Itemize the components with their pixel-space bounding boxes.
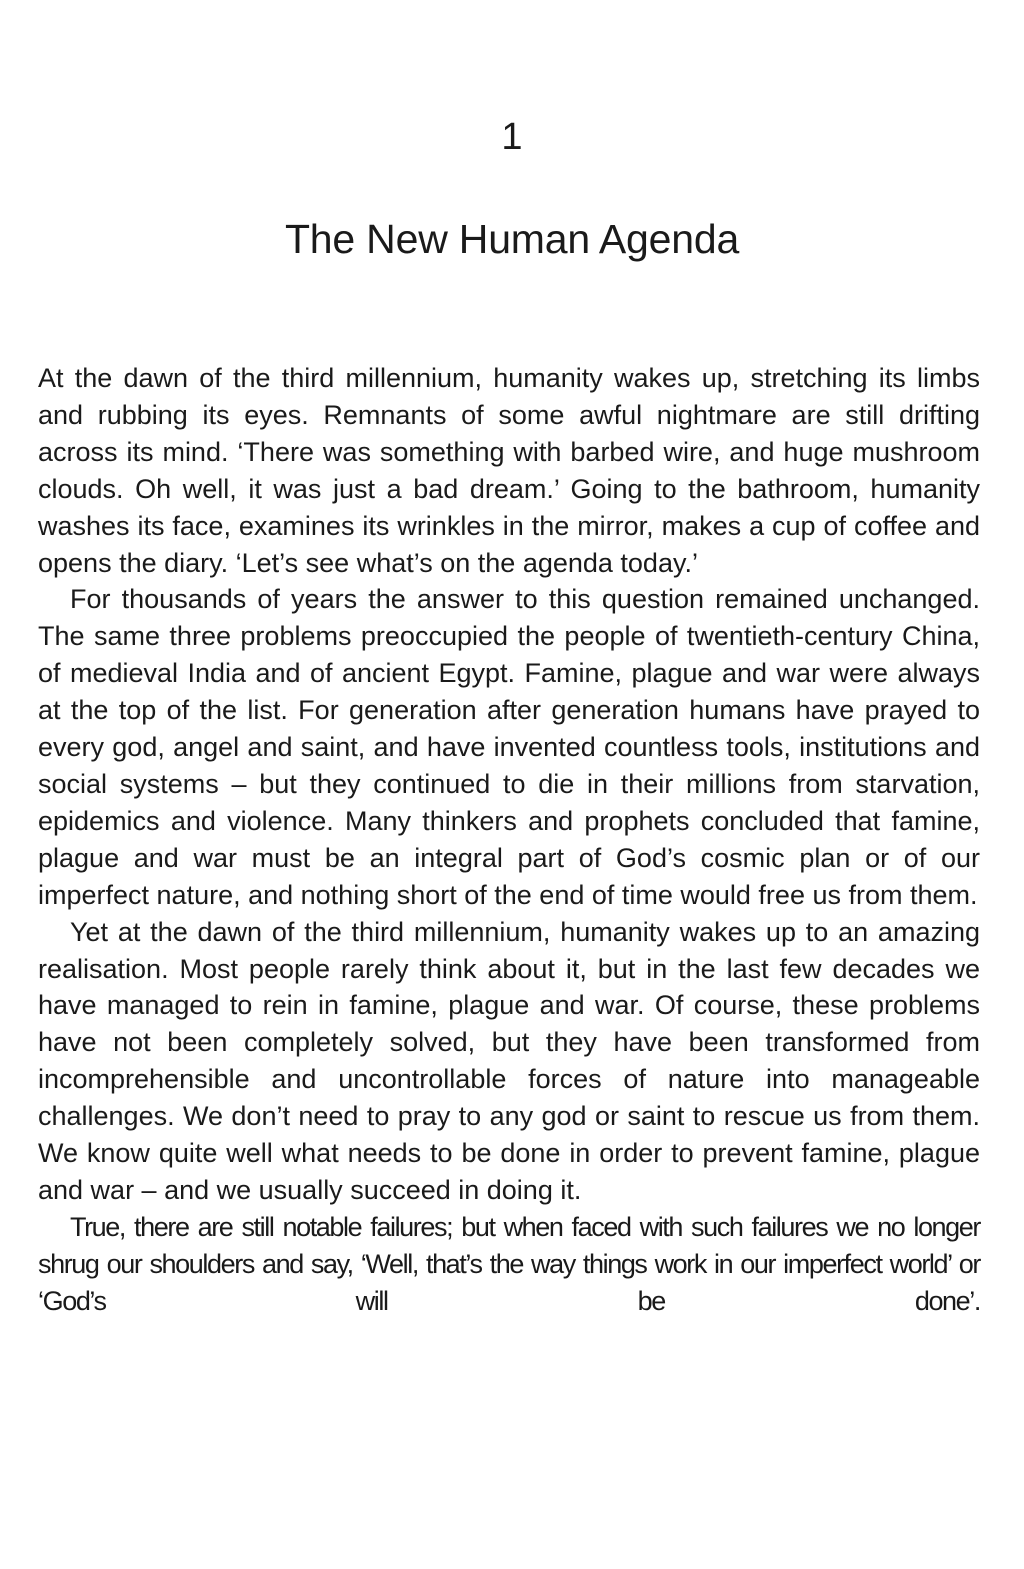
chapter-number: 1	[501, 116, 523, 158]
paragraph-2: For thousands of years the answer to this question remained unchanged. The same three problems preoccupied the people of twentieth-century China, of medieval India and of ancient Egypt. Famine, plague and war were always at the top of the list. For generation after generation humans have prayed to every god, angel and saint, and have invented countless tools, institutions and social systems – but they continued to die in their millions from starvation, epidemics and violence. Many thinkers and prophets concluded that famine, plague and war must be an integral part of God’s cosmic plan or of our imperfect nature, and nothing short of the end of time would free us from them.	[38, 584, 980, 910]
paragraph-3: Yet at the dawn of the third millennium, humanity wakes up to an amazing realisation. Most people rarely think about it, but in the last few decades we have managed to rein in famine, plague and war. Of course, these problems have not been completely solved, but they have been transformed from incomprehensible and uncontrollable forces of nature into manageable challenges. We don’t need to pray to any god or saint to rescue us from them. We know quite well what needs to be done in order to prevent famine, plague and war – and we usually succeed in doing it.	[38, 916, 980, 1205]
chapter-body	[38, 360, 980, 1320]
chapter-title: The New Human Agenda	[284, 216, 740, 262]
paragraph-4: True, there are still notable failures; but when faced with such failures we no longer shrug our shoulders and say, ‘Well, that’s the way things work in our imperfect world’ or ‘God’s will be done’.	[38, 1211, 980, 1316]
paragraph-1: At the dawn of the third millennium, humanity wakes up, stretching its limbs and rubbing its eyes. Remnants of some awful nightmare are still drifting across its mind. ‘There was something with barbed wire, and huge mushroom clouds. Oh well, it was just a bad dream.’ Going to the bathroom, humanity washes its face, examines its wrinkles in the mirror, makes a cup of coffee and opens the diary. ‘Let’s see what’s on the agenda today.’	[38, 363, 980, 578]
